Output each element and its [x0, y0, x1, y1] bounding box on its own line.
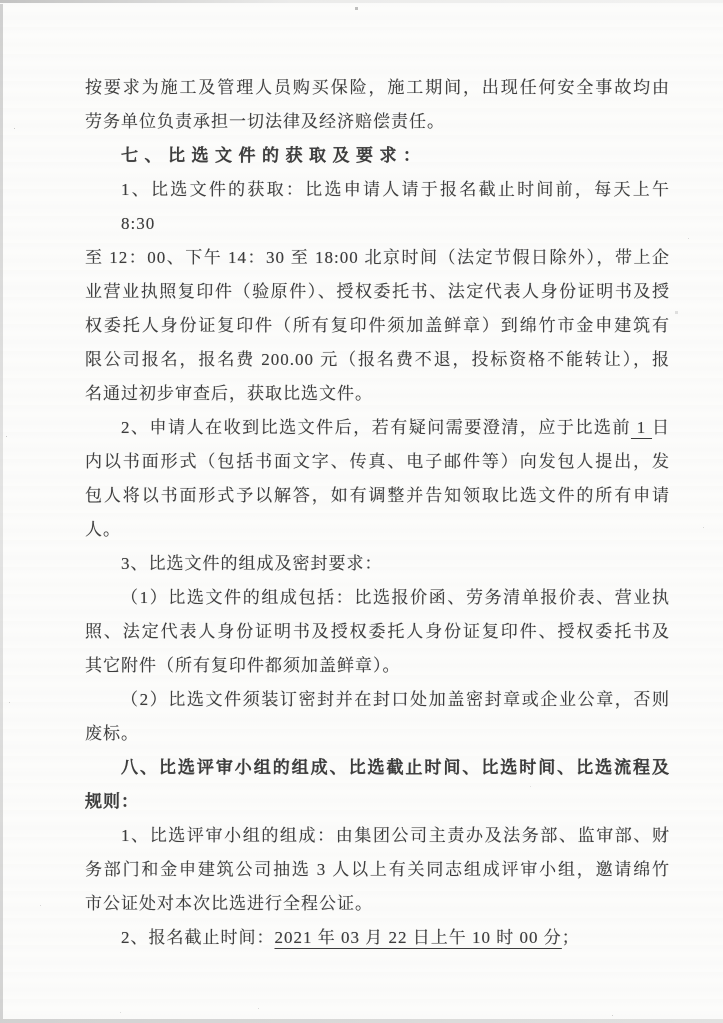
para-8-2-registration-deadline — [85, 921, 670, 955]
text-segment: 八、比选评审小组的组成、比选截止时间、比选时间、比选流程及 — [121, 758, 670, 777]
text-line — [85, 445, 670, 479]
scan-edge-left — [0, 4, 3, 1019]
heading-section-8 — [85, 751, 670, 819]
text-segment: 其它附件（所有复印件都须加盖鲜章）。 — [85, 656, 401, 675]
underlined-value: 1 — [630, 418, 653, 437]
para-7-1-document-obtain — [85, 173, 670, 411]
text-segment: 1、比选评审小组的组成：由集团公司主责办及法务部、监审部、财 — [121, 826, 670, 845]
text-segment: 包人将以书面形式予以解答，如有调整并告知领取比选文件的所有申请 — [85, 486, 670, 505]
text-segment: 2、申请人在收到比选文件后，若有疑问需要澄清，应于比选前 — [121, 418, 631, 437]
para-7-3-2-sealing — [85, 683, 670, 751]
text-segment: 权委托人身份证复印件（所有复印件须加盖鲜章）到绵竹市金申建筑有 — [85, 316, 670, 335]
text-segment: 务部门和金申建筑公司抽选 3 人以上有关同志组成评审小组，邀请绵竹 — [85, 860, 670, 879]
text-line — [85, 479, 670, 513]
text-line — [85, 785, 670, 819]
text-line — [85, 241, 670, 275]
text-segment: 名通过初步审查后，获取比选文件。 — [85, 384, 373, 403]
text-segment: 废标。 — [85, 724, 139, 743]
text-segment: 1、比选文件的获取：比选申请人请于报名截止时间前，每天上午 8:30 — [121, 180, 670, 233]
text-line — [85, 275, 670, 309]
text-segment: ； — [561, 928, 580, 947]
text-line — [85, 819, 670, 853]
text-segment: 照、法定代表人身份证明书及授权委托人身份证复印件、授权委托书及 — [85, 622, 670, 641]
text-segment: 3、比选文件的组成及密封要求： — [121, 554, 383, 573]
text-line — [85, 581, 670, 615]
text-segment: 日 — [652, 418, 671, 437]
scan-edge-top — [0, 0, 723, 3]
para-insurance-liability — [85, 71, 670, 139]
underlined-value: 2021 年 03 月 22 日上午 10 时 00 分 — [274, 928, 562, 947]
para-7-3-composition-title — [85, 547, 670, 581]
para-7-2-clarification — [85, 411, 670, 547]
scan-noise-speckles — [0, 0, 1, 1]
text-line — [85, 853, 670, 887]
text-line — [85, 139, 670, 173]
text-line — [85, 513, 670, 547]
text-segment: 七、比选文件的获取及要求： — [121, 146, 427, 165]
scan-edge-bottom — [0, 1019, 723, 1023]
text-line — [85, 71, 670, 105]
text-line — [85, 547, 670, 581]
text-line — [85, 309, 670, 343]
text-line — [85, 377, 670, 411]
text-line — [85, 411, 670, 445]
text-line — [85, 173, 670, 241]
text-line — [85, 615, 670, 649]
text-segment: 至 12：00、下午 14：30 至 18:00 北京时间（法定节假日除外），带上企 — [85, 248, 670, 267]
text-line — [85, 921, 670, 955]
text-line — [85, 717, 670, 751]
text-line — [85, 343, 670, 377]
text-segment: 业营业执照复印件（验原件）、授权委托书、法定代表人身份证明书及授 — [85, 282, 670, 301]
text-segment: 按要求为施工及管理人员购买保险，施工期间，出现任何安全事故均由 — [85, 78, 670, 97]
text-line — [85, 887, 670, 921]
text-line — [85, 105, 670, 139]
text-segment: 限公司报名，报名费 200.00 元（报名费不退，投标资格不能转让），报 — [85, 350, 670, 369]
text-segment: 规则： — [85, 792, 139, 811]
text-line — [85, 649, 670, 683]
text-segment: 人。 — [85, 520, 121, 539]
text-segment: 2、报名截止时间： — [121, 928, 275, 947]
text-line — [85, 751, 670, 785]
text-segment: （2）比选文件须装订密封并在封口处加盖密封章或企业公章，否则 — [121, 690, 670, 709]
text-segment: 劳务单位负责承担一切法律及经济赔偿责任。 — [85, 112, 445, 131]
heading-section-7 — [85, 139, 670, 173]
document-body — [85, 71, 670, 955]
text-segment: （1）比选文件的组成包括：比选报价函、劳务清单报价表、营业执 — [121, 588, 670, 607]
text-line — [85, 683, 670, 717]
text-segment: 市公证处对本次比选进行全程公证。 — [85, 894, 373, 913]
para-8-1-review-panel — [85, 819, 670, 921]
text-segment: 内以书面形式（包括书面文字、传真、电子邮件等）向发包人提出，发 — [85, 452, 670, 471]
para-7-3-1-contents — [85, 581, 670, 683]
